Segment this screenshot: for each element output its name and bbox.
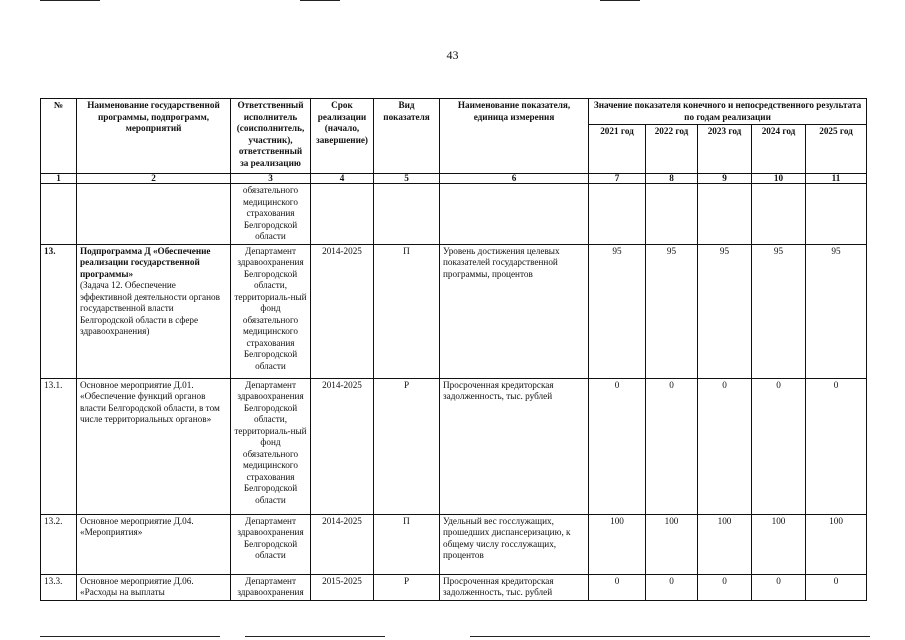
- table-row: [41, 378, 867, 514]
- row-executor: Департамент здравоохранения: [231, 574, 311, 600]
- row-type: П: [374, 514, 440, 574]
- header-year: 2021 год: [589, 125, 646, 174]
- row-value: 95: [698, 244, 752, 378]
- row-term: 2014-2025: [311, 244, 374, 378]
- row-executor: Департамент здравоохранения Белгородской области, территориаль-ный фонд обязательного медицинского страхования Белгородской области: [231, 244, 311, 378]
- row-value: 100: [752, 514, 806, 574]
- row-value: 100: [646, 514, 698, 574]
- row-value: 0: [806, 378, 867, 514]
- scan-edge-top-right: [600, 0, 640, 1]
- row-term: 2014-2025: [311, 514, 374, 574]
- row-value: 0: [589, 378, 646, 514]
- program-indicators-table: [40, 98, 867, 601]
- row-type: Р: [374, 378, 440, 514]
- row-value: 0: [698, 574, 752, 600]
- scan-edge-top-left: [40, 0, 100, 1]
- row-name: Основное мероприятие Д.06. «Расходы на выплаты: [77, 574, 231, 600]
- row-value: 95: [806, 244, 867, 378]
- row-term: 2014-2025: [311, 378, 374, 514]
- row-name: Основное мероприятие Д.04. «Мероприятия»: [77, 514, 231, 574]
- column-number: 3: [231, 174, 311, 184]
- header-term: Срок реализации (начало, завершение): [311, 99, 374, 174]
- row-value: 95: [589, 244, 646, 378]
- row-value: 0: [752, 378, 806, 514]
- column-numbers-row: [41, 174, 867, 184]
- header-type: Вид показателя: [374, 99, 440, 174]
- column-number: 1: [41, 174, 77, 184]
- row-value: 0: [646, 378, 698, 514]
- row-executor: обязательного медицинского страхования Белгородской области: [231, 184, 311, 245]
- row-name-title: Подпрограмма Д «Обеспечение реализации государственной программы»: [80, 245, 211, 279]
- row-value: [646, 184, 698, 245]
- row-executor: Департамент здравоохранения Белгородской области: [231, 514, 311, 574]
- row-value: 100: [589, 514, 646, 574]
- header-year: 2022 год: [646, 125, 698, 174]
- column-number: 2: [77, 174, 231, 184]
- row-value: [752, 184, 806, 245]
- row-value: 0: [752, 574, 806, 600]
- header-executor: Ответственный исполнитель (соисполнитель, участник), ответственный за реализацию: [231, 99, 311, 174]
- column-number: 9: [698, 174, 752, 184]
- row-term: 2015-2025: [311, 574, 374, 600]
- row-value: [806, 184, 867, 245]
- row-indicator: Уровень достижения целевых показателей государственной программы, процентов: [440, 244, 589, 378]
- column-number: 4: [311, 174, 374, 184]
- row-type: [374, 184, 440, 245]
- row-num: 13.2.: [41, 514, 77, 574]
- row-value: 100: [806, 514, 867, 574]
- row-value: [589, 184, 646, 245]
- table-row: [41, 244, 867, 378]
- header-name: Наименование государственной программы, подпрограмм, мероприятий: [77, 99, 231, 174]
- row-value: [698, 184, 752, 245]
- row-value: 95: [752, 244, 806, 378]
- row-name: [77, 244, 231, 378]
- scan-edge-top-mid: [300, 0, 340, 1]
- column-number: 5: [374, 174, 440, 184]
- row-indicator: [440, 184, 589, 245]
- scan-edge-bottom-left: [40, 636, 220, 637]
- page-number: 43: [446, 48, 459, 62]
- column-number: 6: [440, 174, 589, 184]
- header-values-group: Значение показателя конечного и непосредственного результата по годам реализации: [589, 99, 867, 125]
- table-row: [41, 574, 867, 600]
- row-indicator: Удельный вес госслужащих, прошедших диспансеризацию, к общему числу госслужащих, процентов: [440, 514, 589, 574]
- row-value: 0: [646, 574, 698, 600]
- row-name-extra: (Задача 12. Обеспечение эффективной деятельности органов государственной власти Белгородской области в сфере здравоохранения): [80, 280, 220, 336]
- row-value: 0: [698, 378, 752, 514]
- row-value: 0: [806, 574, 867, 600]
- column-number: 8: [646, 174, 698, 184]
- row-name: [77, 184, 231, 245]
- header-num: №: [41, 99, 77, 174]
- header-year: 2024 год: [752, 125, 806, 174]
- row-num: 13.3.: [41, 574, 77, 600]
- column-number: 11: [806, 174, 867, 184]
- row-value: 100: [698, 514, 752, 574]
- row-indicator: Просроченная кредиторская задолженность, тыс. рублей: [440, 378, 589, 514]
- column-number: 10: [752, 174, 806, 184]
- row-num: [41, 184, 77, 245]
- row-num: 13.1.: [41, 378, 77, 514]
- header-year: 2023 год: [698, 125, 752, 174]
- row-term: [311, 184, 374, 245]
- table-row: [41, 514, 867, 574]
- row-num: 13.: [41, 244, 77, 378]
- row-value: 0: [589, 574, 646, 600]
- row-name: Основное мероприятие Д.01. «Обеспечение функций органов власти Белгородской области, в том числе территориальных органов»: [77, 378, 231, 514]
- header-year: 2025 год: [806, 125, 867, 174]
- row-executor: Департамент здравоохранения Белгородской области, территориаль-ный фонд обязательного медицинского страхования Белгородской области: [231, 378, 311, 514]
- column-number: 7: [589, 174, 646, 184]
- header-row: [41, 99, 867, 125]
- row-value: 95: [646, 244, 698, 378]
- row-indicator: Просроченная кредиторская задолженность, тыс. рублей: [440, 574, 589, 600]
- row-type: Р: [374, 574, 440, 600]
- table-row: [41, 184, 867, 245]
- scan-edge-bottom-right: [470, 636, 870, 637]
- header-indicator: Наименование показателя, единица измерения: [440, 99, 589, 174]
- row-type: П: [374, 244, 440, 378]
- scan-edge-bottom-mid: [245, 636, 385, 637]
